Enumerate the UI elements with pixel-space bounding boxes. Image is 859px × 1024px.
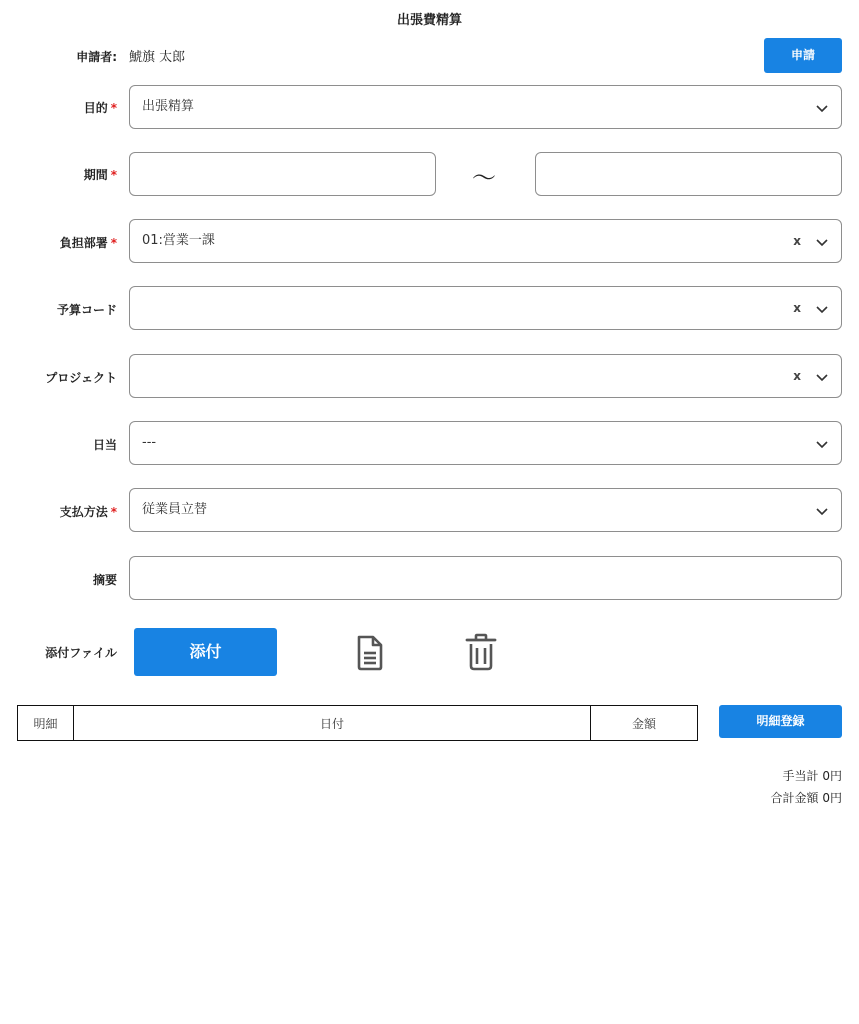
chevron-down-icon[interactable] — [815, 235, 829, 249]
column-header-date: 日付 — [73, 706, 590, 741]
budget-code-select[interactable] — [129, 286, 842, 330]
applicant-label: 申請者: — [76, 50, 117, 64]
page-title: 出張費精算 — [396, 13, 462, 28]
required-mark: * — [110, 101, 117, 115]
period-start-input[interactable] — [129, 152, 436, 196]
purpose-value: 出張精算 — [142, 99, 195, 114]
department-value: 01:営業一課 — [142, 233, 215, 248]
table-header-row — [18, 706, 698, 741]
budget-code-label: 予算コード — [56, 303, 117, 317]
period-label — [84, 166, 117, 183]
summary-input[interactable] — [129, 556, 842, 600]
daily-allowance-value: --- — [142, 435, 157, 450]
project-select[interactable] — [129, 354, 842, 398]
payment-method-label-text: 支払方法 — [59, 505, 108, 519]
grand-total: 合計金額 0円 — [770, 791, 842, 805]
register-detail-button[interactable]: 明細登録 — [719, 705, 842, 738]
clear-icon[interactable]: x — [793, 234, 801, 248]
purpose-label — [84, 99, 117, 116]
chevron-down-icon[interactable] — [815, 437, 829, 451]
department-label-text: 負担部署 — [59, 236, 108, 250]
trash-icon[interactable] — [465, 633, 497, 671]
chevron-down-icon[interactable] — [815, 302, 829, 316]
applicant-name: 鯱旗 太郎 — [129, 50, 186, 65]
period-label-text: 期間 — [83, 168, 108, 182]
required-mark: * — [110, 236, 117, 250]
project-label: プロジェクト — [45, 371, 117, 385]
period-separator: 〜 — [472, 164, 496, 192]
attach-button[interactable]: 添付 — [134, 628, 277, 676]
detail-table — [17, 705, 698, 741]
chevron-down-icon[interactable] — [815, 101, 829, 115]
document-icon[interactable] — [355, 635, 385, 671]
column-header-detail: 明細 — [18, 706, 74, 741]
apply-button[interactable]: 申請 — [764, 38, 842, 73]
column-header-amount: 金額 — [591, 706, 698, 741]
payment-method-select[interactable] — [129, 488, 842, 532]
summary-label: 摘要 — [92, 573, 117, 587]
purpose-label-text: 目的 — [83, 101, 108, 115]
chevron-down-icon[interactable] — [815, 504, 829, 518]
attachment-label: 添付ファイル — [45, 646, 117, 660]
required-mark: * — [110, 505, 117, 519]
allowance-total: 手当計 0円 — [782, 769, 842, 783]
department-label — [60, 234, 117, 251]
daily-allowance-select[interactable] — [129, 421, 842, 465]
payment-method-value: 従業員立替 — [142, 502, 208, 517]
clear-icon[interactable]: x — [793, 369, 801, 383]
daily-allowance-label: 日当 — [92, 438, 117, 452]
clear-icon[interactable]: x — [793, 301, 801, 315]
chevron-down-icon[interactable] — [815, 370, 829, 384]
payment-method-label — [60, 503, 117, 520]
purpose-select[interactable] — [129, 85, 842, 129]
department-select[interactable] — [129, 219, 842, 263]
required-mark: * — [110, 168, 117, 182]
period-end-input[interactable] — [535, 152, 842, 196]
